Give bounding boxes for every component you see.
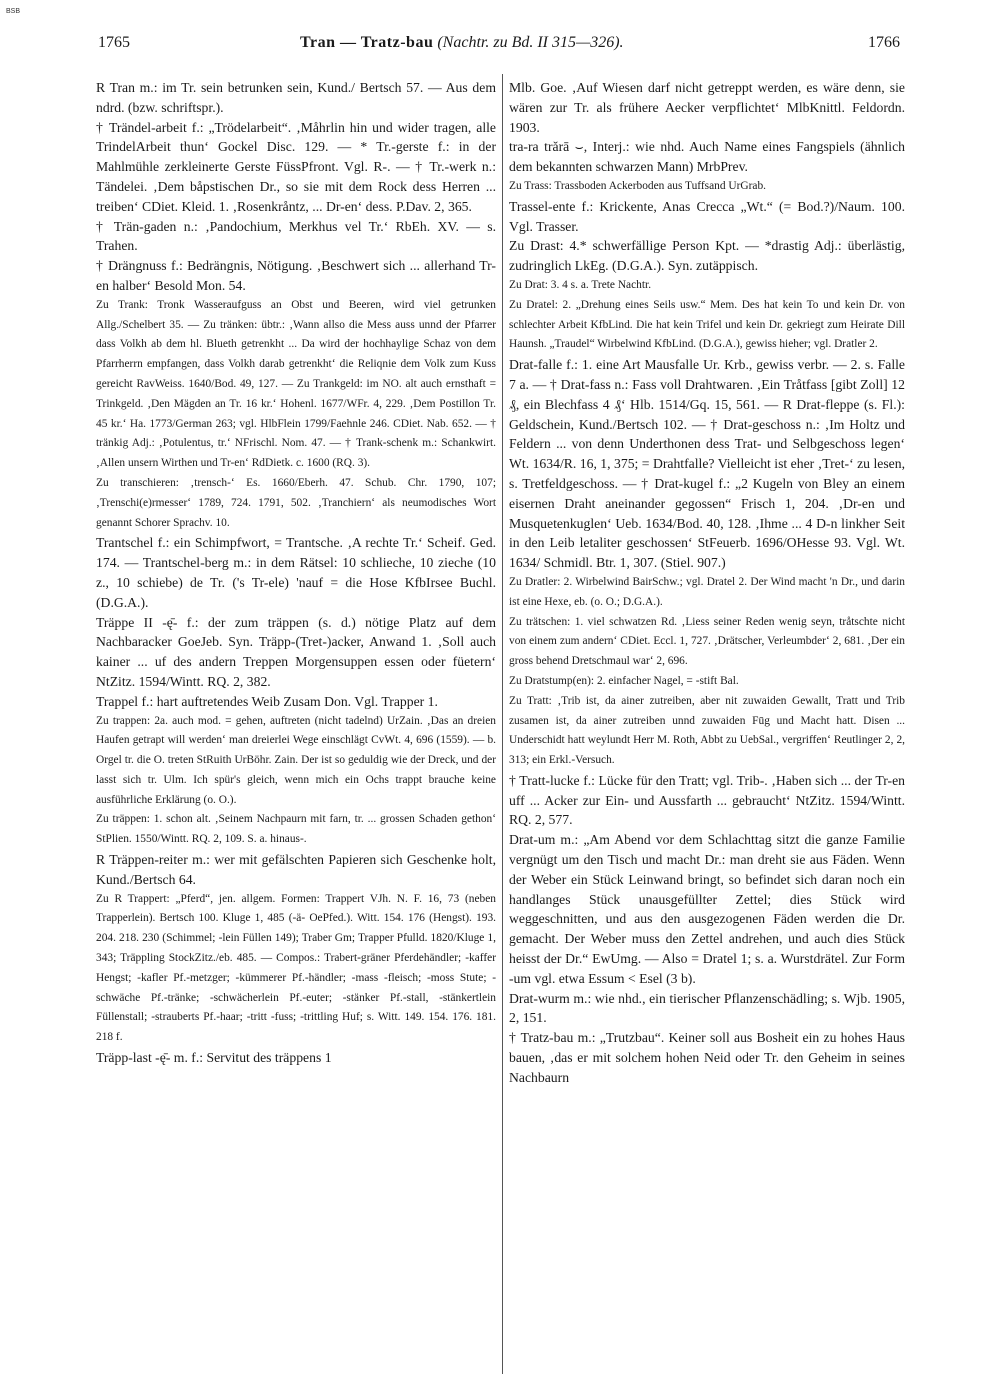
library-stamp: BSB <box>6 8 21 15</box>
entry-paragraph: Drat-wurm m.: wie nhd., ein tierischer Pflanzenschädling; s. Wjb. 1905, 2, 151. <box>509 990 905 1026</box>
right-column <box>509 78 905 1378</box>
entry-paragraph: Zu Drast: 4.* schwerfällige Person Kpt. — *drastig Adj.: überlästig, zudringlich LkEg. (D.G.A.). Syn. zutäppisch. <box>509 238 905 274</box>
entry-paragraph: † Tratt-lucke f.: Lücke für den Tratt; vgl. Trib-. ‚Haben sich ... der Tr-en uff ... Acker zur Ein- und Aussfarth ... gebraucht‘ NtZitz. 1594/Wintt. RQ. 2, 577. <box>509 772 905 828</box>
entry-paragraph: Zu trappen: 2a. auch mod. = gehen, auftreten (nicht tadelnd) UrZain. ‚Das an dreien Haufen getrapt will werden‘ man dreierlei Wege einschlägt CvWt. 4, 696 (1559). — b. Orgel tr. die O. treten StRuith UrBöhr. Zain. Der ist so geduldig wie der Dreck, und der lasst sich tr. Ulm. Ich spür's gleich, wenn mich ein Ochs trappt brauche keine ausführliche Erklärung (o. O.). <box>96 714 496 806</box>
entry-paragraph: Zu trätschen: 1. viel schwatzen Rd. ‚Liess seiner Reden wenig seyn, tråtschte nicht von einem zum andern‘ CDiet. Eccl. 1, 727. ‚Drätscher, Verleumbder‘ 2, 681. ‚Der ein gross behend Dretschmaul war‘ 2, 696. <box>509 615 905 668</box>
entry-paragraph: Zu transchieren: ‚trensch-‘ Es. 1660/Eberh. 47. Schub. Chr. 1790, 107; ‚Trenschi(e)rmesser‘ 1789, 724. 1791, 502. ‚Tranchiern‘ als neumodisches Wort genannt Schorer Sprachv. 10. <box>96 476 496 529</box>
entry-paragraph: Drat-falle f.: 1. eine Art Mausfalle Ur. Krb., gewiss verbr. — 2. s. Falle 7 a. — † Drat-fass n.: Fass voll Drahtwaren. ‚Ein Tråtfass [gibt Zoll] 12 ₰, ein Blechfass 4 ₰‘ Hlb. 1514/Gq. 15, 561. — R Drat-fleppe (s. Fl.): Geldschein, Kund./Bertsch 102. — † Drat-geschoss n.: ‚Im Holtz und Feldern ... von denn Underthonen dess Trat- und Selbgeschoss legen‘ Wt. 1634/R. 16, 1, 375; = Drahtfalle? Vielleicht ist eher ‚Tret-‘ zu lesen, s. Tretfeldgeschoss. — † Drat-kugel f.: „2 Kugeln von Bley an einem eisernen Draht aneinander gegossen“ Frisch 1, 204. ‚Dr-en und Musquetenkuglen‘ Ueb. 1634/Bod. 40, 128. ‚Ihme ... 4 D-n linkher Seit in den Leib letaliter geschossen‘ StFeuerb. 1696/OHesse 93. Vgl. Wt. 1634/ Schmidl. Btr. 1, 307. (Stiel. 907.) <box>509 357 905 571</box>
entry-paragraph: Mlb. Goe. ‚Auf Wiesen darf nicht getreppt werden, es wäre denn, sie wären zur Tr. als frühere Aecker verpflichtet‘ MlbKnittl. Feldordn. 1903. <box>509 80 905 135</box>
entry-paragraph: Zu Drat: 3. 4 s. a. Trete Nachtr. <box>509 278 652 291</box>
entry-paragraph: Drat-um m.: „Am Abend vor dem Schlachttag sitzt die ganze Familie vergnügt um den Tisch und macht Dr.: man dreht sie aus Fäden. Wenn der Weber ein Stück Leinwand bringt, so befindet sich daran noch ein handlanges Stück unausgefüllter Zettel; dies Stück wird weggeschnitten, und aus den ausgezogenen Fäden werden die Dr. gemacht. Der Weber muss den Zettel andrehen, und auch dies Stück heisst der Dr.“ EwUmg. — Also = Dratel 1; s. a. Wurstdrätel. Zur Form -um vgl. etwa Essum < Esel (3 b). <box>509 832 905 986</box>
entry-paragraph: Zu R Trappert: „Pferd“, jen. allgem. Formen: Trappert VJh. N. F. 16, 73 (neben Trapperlein). Bertsch 100. Kluge 1, 485 (-ä- OePfed.). Witt. 154. 176 (Hengst). 193. 204. 218. 230 (Schimmel; -lein Füllen 149); Traber Gm; Trapper Pfulld. 1820/Kluge 1, 343; Träppling StockZitz./eb. 485. — Compos.: Trabert-gräner Pferdehändler; -kaffer Hengst; -kafler Pf.-metzger; -kümmerer Pf.-händler; -mass -fleisch; -moss Stute; -schwäche Pf.-tränke; -schwächerlein Pf.-euter; -stänker Pf.-stall, -stänkertlein Füllenstall; -strauberts Pf.-haar; -tritt -fuss; -trittling Huf; s. Witt. 149. 154. 176. 181. 218 f. <box>96 892 496 1044</box>
page-number-right: 1766 <box>868 34 900 51</box>
entry-paragraph: Zu Trass: Trassboden Ackerboden aus Tuffsand UrGrab. <box>509 179 767 192</box>
entry-paragraph: Zu Trank: Tronk Wasseraufguss an Obst und Beeren, wird viel getrunken Allg./Schelbert 35. — Zu tränken: übtr.: ‚Wann allso die Mess auss unnd der Pfarrer dass Volkh ab dem hl. Blueth getrenkht ... Da wird der hochhaylige Schaz von dem Pfarrherrn empfangen, dass Volkh darab getrenkht‘ die Reliqnie dem Volk zum Kuss gereicht RavWeiss. 1640/Bod. 49, 127. — Zu Trankgeld: im NO. alt auch ernsthaft = Trinkgeld. ‚Den Mägden an Tr. 16 kr.‘ Hohenl. 1677/WFr. 4, 229. ‚Dem Postillon Tr. 45 kr.‘ Ha. 1773/German 263; vgl. HlbFlein 1799/Faehnle 246. CDiet. Nab. 652. — † tränkig Adj.: ‚Potulentus, tr.‘ NFrischl. Nom. 47. — † Trank-schenk m.: Schankwirt. ‚Allen unsern Wirthen und Tr-en‘ RdDietk. c. 1600 (RQ. 3). <box>96 298 496 470</box>
left-column <box>96 78 496 1378</box>
entry-paragraph: Träppe II -ę̄- f.: der zum träppen (s. d.) nötige Platz auf dem Nachbaracker GoeJeb. Syn. Träpp-(Tret-)acker, Anwand 1. ‚Soll auch kainer ... uf des andern Treppen Morgensuppen essen oder füetern‘ NtZitz. 1594/Wintt. RQ. 2, 382. <box>96 614 496 689</box>
entry-paragraph: Zu Tratt: ‚Trib ist, da ainer zutreiben, aber nit zuwaiden Gewallt, Tratt und Trib zusamen ist, da ainer zutreiben unnd zuwaiden Fūg und Macht hatt. Disen ... Underschidt hatt weylundt Herr M. Roth, Abbt zu UebSal., vergriffen‘ Reutlinger 2, 2, 313; ein Erkl.-Versuch. <box>509 694 905 767</box>
running-header-title: Tran — Tratz-bau <box>300 34 434 51</box>
entry-paragraph: † Drängnuss f.: Bedrängnis, Nötigung. ‚Beschwert sich ... allerhand Tr-en halber‘ Besold Mon. 54. <box>96 258 496 293</box>
entry-paragraph: Zu träppen: 1. schon alt. ‚Seinem Nachpaurn mit farn, tr. ... grossen Schaden gethon‘ StPlien. 1550/Wintt. RQ. 2, 109. S. a. hinaus-. <box>96 813 496 846</box>
entry-paragraph: R Träppen-reiter m.: wer mit gefälschten Papieren sich Geschenke holt, Kund./Bertsch 64. <box>96 852 496 887</box>
running-header <box>300 34 700 52</box>
entry-paragraph: † Trändel-arbeit f.: „Trödelarbeit“. ‚Måhrlin hin und wider tragen, alle TrindelArbeit thun‘ Gockel Disc. 129. — * Tr.-gerste f.: in der Mahlmühle zerkleinerte Gerste FüssPfront. Vgl. R-. — † Tr.-werk n.: Tändelei. ‚Dem båpstischen Dr., so sie mit dem Rock dess Herren ... treiben‘ CDiet. Kleid. 1. ‚Rosenkråntz, ... Dr-en‘ dess. P.Dav. 2, 365. <box>96 119 496 214</box>
entry-paragraph: tra-ra trărā ⌣, Interj.: wie nhd. Auch Name eines Fangspiels (ähnlich dem bekannten schwarzen Mann) MrbPrev. <box>509 139 905 175</box>
entry-paragraph: Zu Dratstump(en): 2. einfacher Nagel, = -stift Bal. <box>509 674 739 687</box>
entry-paragraph: R Tran m.: im Tr. sein betrunken sein, Kund./ Bertsch 57. — Aus dem ndrd. (bzw. schriftspr.). <box>96 80 496 115</box>
entry-paragraph: Zu Dratler: 2. Wirbelwind BairSchw.; vgl. Dratel 2. Der Wind macht 'n Dr., und darin ist eine Hexe, eb. (o. O.; D.G.A.). <box>509 575 905 608</box>
running-header-subtitle: (Nachtr. zu Bd. II 315—326). <box>437 34 624 51</box>
column-divider <box>502 74 503 1374</box>
entry-paragraph: † Tratz-bau m.: „Trutzbau“. Keiner soll aus Bosheit ein zu hohes Haus bauen, ‚das er mit solchem hohen Neid oder Tr. den Geheim in seines Nachbaurn <box>509 1030 905 1085</box>
page-number-left: 1765 <box>98 34 130 51</box>
entry-paragraph: Zu Dratel: 2. „Drehung eines Seils usw.“ Mem. Des hat kein To und kein Dr. von schlechter Arbeit KfbLind. Die hat kein Trifel und kein Dr. gekriegt zum Heirate Dill Haunsh. „Traudel“ Wirbelwind KfbLind. (D.G.A.), gewiss hieher; vgl. Dratler 2. <box>509 298 905 351</box>
entry-paragraph: Trantschel f.: ein Schimpfwort, = Trantsche. ‚A rechte Tr.‘ Scheif. Ged. 174. — Trantschel-berg m.: in dem Rätsel: 10 schlieche, 10 zieche (10 z., 10 schiebe) de Tr. ('s Tr-ele) 'nauf = die Hose KfbIrsee Buchl. (D.G.A.). <box>96 535 496 610</box>
entry-paragraph: Trassel-ente f.: Krickente, Anas Crecca „Wt.“ (= Bod.?)/Naum. 100. Vgl. Trasser. <box>509 198 905 234</box>
entry-paragraph: Trappel f.: hart auftretendes Weib Zusam Don. Vgl. Trapper 1. <box>96 693 438 709</box>
entry-paragraph: † Trän-gaden n.: ‚Pandochium, Merkhus vel Tr.‘ RbEh. XV. — s. Trahen. <box>96 218 496 254</box>
entry-paragraph: Träpp-last -ę̄- m. f.: Servitut des träppens 1 <box>96 1050 332 1066</box>
